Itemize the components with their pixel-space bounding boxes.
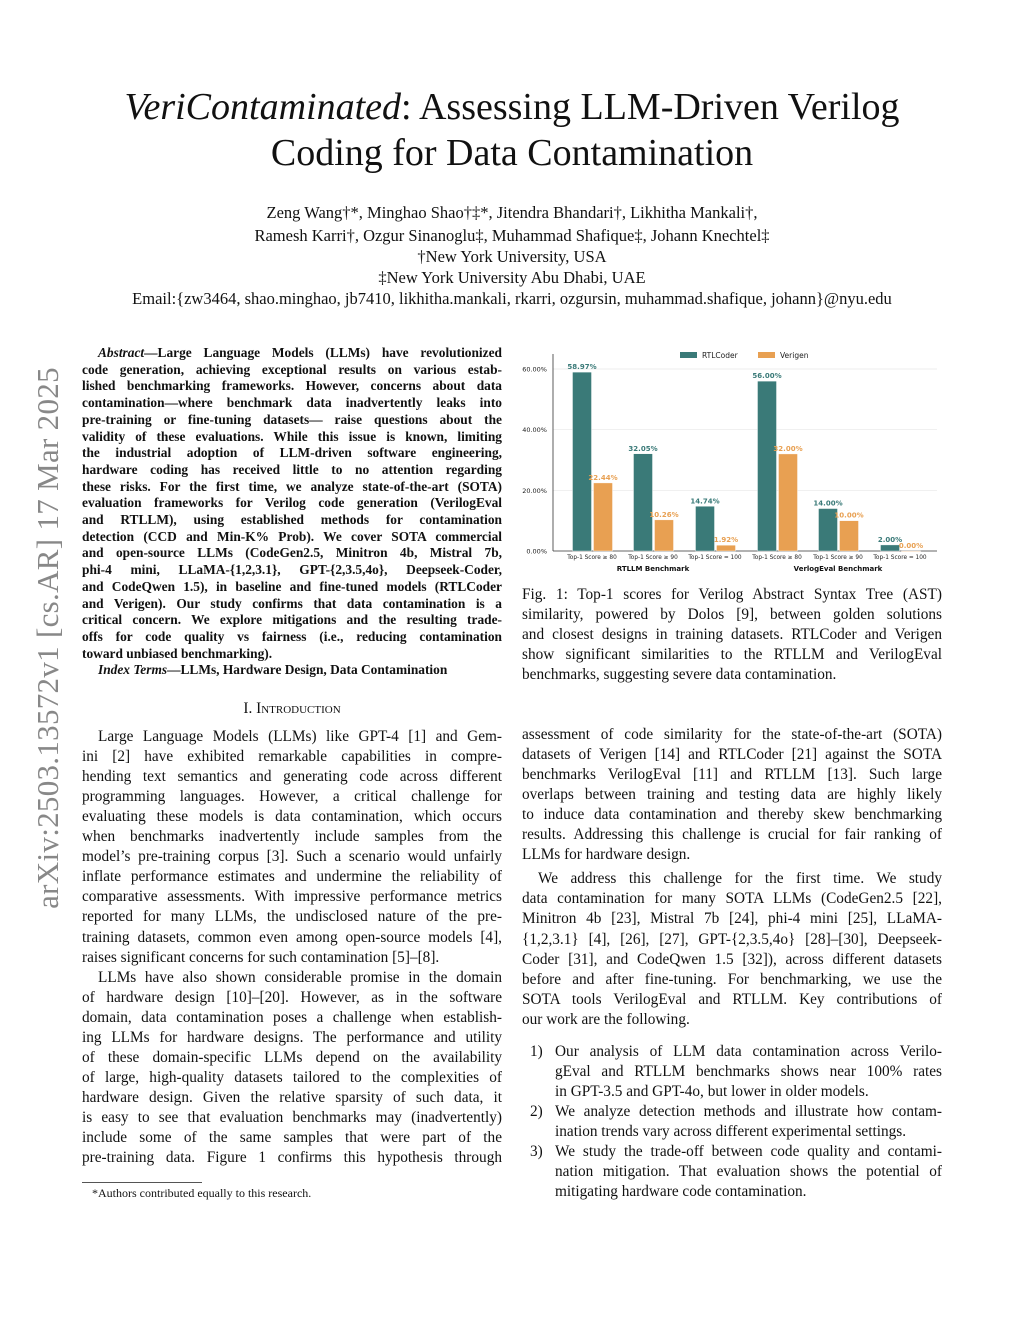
index-terms-label: Index Terms — [98, 662, 168, 677]
caption-line: benchmarks, suggesting severe data contamination. — [522, 666, 837, 684]
paragraph-line: when benchmarks inadvertently include samples from the — [82, 828, 502, 846]
paragraph-line: datasets of Verigen [14] and RTLCoder [21] against the SOTA — [522, 746, 942, 764]
paragraph-line: SOTA tools VerilogEval and RTLLM. Key contributions of — [522, 990, 942, 1008]
bar-value-label: 32.05% — [628, 444, 658, 453]
authors-line1: Zeng Wang†*, Minghao Shao†‡*, Jitendra Bhandari†, Likhitha Mankali†, — [266, 203, 758, 222]
paper-title-line1 — [0, 84, 1024, 130]
bar-rtlcoder — [696, 506, 715, 551]
abstract-line: lished benchmarking frameworks. However, concerns about data — [82, 378, 502, 394]
caption-line: similarity, powered by Dolos [9], between golden solutions — [522, 606, 942, 624]
bar-verigen — [779, 454, 798, 551]
title-rest: : Assessing LLM-Driven Verilog — [401, 86, 900, 128]
paragraph-line: We address this challenge for the first time. We study — [538, 870, 942, 888]
paragraph-line: of large, high-quality datasets tailored to the complexities of — [82, 1068, 502, 1086]
paragraph-line: overlaps between training and testing data are highly likely — [522, 786, 942, 804]
paragraph-line: our work are the following. — [522, 1010, 690, 1028]
paragraph-line: evaluating these models is data contamination, which occurs — [82, 808, 502, 826]
list-item-line: mitigating hardware code contamination. — [555, 1183, 807, 1201]
abstract-line — [98, 345, 502, 361]
list-number: 2) — [530, 1102, 543, 1120]
abstract-line: critical concern. We explore mitigations and the resulting trade- — [82, 612, 502, 628]
legend-swatch — [680, 352, 697, 358]
bar-verigen — [655, 520, 674, 551]
x-tick-label: Top-1 Score ≥ 90 — [628, 555, 678, 561]
paragraph-line: programming languages. However, a critical challenge for — [82, 788, 502, 806]
abstract-line: validity of these evaluations. While this issue is known, limiting — [82, 428, 502, 444]
paper-title-line2: Coding for Data Contamination — [270, 132, 754, 174]
abstract-label: Abstract — [98, 345, 145, 360]
legend-swatch — [758, 352, 775, 358]
group-label: VerlogEval Benchmark — [793, 565, 883, 573]
paragraph-line: model’s pre-training corpus [3]. Such a scenario would unfairly — [82, 848, 502, 866]
paragraph-line: include some of the same samples that were part of the — [82, 1129, 502, 1146]
title-italic: VeriContaminated — [124, 86, 401, 128]
list-number: 1) — [530, 1042, 543, 1060]
list-item-line: We study the trade-off between code quality and contami- — [555, 1143, 942, 1160]
paragraph-line: of hardware design [10]–[20]. However, as in the software — [82, 988, 502, 1006]
list-item-line: in GPT-3.5 and GPT-4o, but lower in older models. — [555, 1082, 869, 1100]
x-tick-label: Top-1 Score ≥ 90 — [813, 555, 863, 561]
list-item-line: nation mitigation. That evaluation shows the potential of — [555, 1163, 942, 1181]
bar-verigen — [717, 545, 736, 551]
y-tick-label: 20.00% — [522, 486, 547, 495]
paragraph-line: hending text semantics and generating code across different — [82, 768, 502, 786]
bar-value-label: 22.44% — [588, 473, 618, 482]
paragraph-line: before and after fine-tuning. For benchmarking, we use the — [522, 970, 942, 988]
paragraph-line: results. Addressing this challenge is crucial for fair ranking of — [522, 826, 942, 844]
abstract-line: and open-source LLMs (CodeGen2.5, Minitron 4b, Mistral 7b, — [82, 545, 502, 561]
caption-line: and closest designs in training datasets. RTLCoder and Verigen — [522, 626, 942, 644]
abstract-line: pre-training or fine-tuning datasets— raise questions about the — [82, 411, 502, 427]
x-tick-label: Top-1 Score = 100 — [688, 555, 742, 561]
x-tick-label: Top-1 Score ≥ 80 — [567, 555, 617, 561]
bar-chart — [520, 340, 950, 580]
legend-label: Verigen — [780, 351, 809, 360]
x-tick-label: Top-1 Score = 100 — [873, 555, 927, 561]
bar-value-label: 14.00% — [813, 499, 843, 508]
paragraph-line: Coder [31], and CodeQwen 1.5 [32]), across different datasets — [522, 950, 942, 968]
affiliation-2: ‡New York University Abu Dhabi, UAE — [378, 268, 646, 287]
paragraph-line: LLMs have also shown considerable promise in the domain — [98, 968, 502, 986]
list-item-line: Our analysis of LLM data contamination across Verilo- — [555, 1042, 942, 1060]
paragraph-line: Minitron 4b [23], Mistral 7b [24], phi-4 mini [25], LLaMA- — [522, 910, 942, 928]
section-heading: I. Introduction — [243, 700, 341, 717]
abstract-line: detection (CCD and Min-K% Prob). We cover SOTA commercial — [82, 528, 502, 544]
bar-verigen — [594, 483, 613, 551]
list-item-line: ination trends vary across different experimental settings. — [555, 1122, 907, 1140]
paragraph-line: comparative assessments. With impressive performance metrics — [82, 888, 502, 906]
author-emails: Email:{zw3464, shao.minghao, jb7410, likhitha.mankali, rkarri, ozgursin, muhammad.shafique, johann}@nyu.edu — [132, 289, 892, 308]
list-item-line: We analyze detection methods and illustrate how contam- — [555, 1102, 942, 1120]
paragraph-line: assessment of code similarity for the state-of-the-art (SOTA) — [522, 726, 942, 743]
bar-rtlcoder — [634, 454, 653, 551]
paragraph-line: hardware design. Given the relative sparsity of such data, it — [82, 1088, 502, 1106]
abstract-line: and CodeQwen 1.5), in baseline and fine-tuned models (RTLCoder — [82, 578, 502, 594]
footnote-rule — [82, 1182, 202, 1183]
abstract-line: hardware coding has received little to no attention regarding — [82, 461, 502, 477]
paragraph-line: ini [2] have exhibited remarkable capabilities in compre- — [82, 748, 502, 766]
abstract-line: these risks. For the first time, we analyze state-of-the-art (SOTA) — [82, 478, 502, 494]
paragraph-line: domain, data contamination poses a challenge when establish- — [82, 1008, 502, 1026]
abstract-line: toward unbiased benchmarking). — [82, 645, 273, 661]
abstract-line: the industrial adoption of LLM-driven software engineering, — [82, 445, 502, 461]
paragraph-line: is easy to see that evaluation benchmarks may (inadvertently) — [82, 1108, 502, 1126]
arxiv-identifier: arXiv:2503.13572v1 [cs.AR] 17 Mar 2025 — [30, 367, 65, 909]
bar-value-label: 56.00% — [752, 372, 782, 381]
paragraph-line: inflate performance estimates and undermine the reliability of — [82, 868, 502, 886]
abstract-line: offs for code quality vs fairness (i.e., reducing contamination — [82, 628, 502, 644]
abstract-text: —Large Language Models (LLMs) have revolutionized — [144, 345, 502, 360]
bar-value-label: 0.00% — [898, 542, 924, 550]
abstract-line: and RTLLM), using established methods for contamination — [82, 512, 502, 527]
legend-label: RTLCoder — [702, 351, 738, 360]
index-terms — [98, 662, 447, 678]
abstract-line: evaluation frameworks for Verilog code generation (VerilogEval — [82, 495, 502, 511]
paragraph-line: {1,2,3.1} [4], [26], [27], GPT-{2,3.5,4o} [28]–[30], Deepseek- — [522, 930, 942, 948]
footnote: *Authors contributed equally to this research. — [92, 1186, 312, 1200]
x-tick-label: Top-1 Score ≥ 80 — [752, 555, 802, 561]
paragraph-line: benchmarks VerilogEval [11] and RTLLM [13]. Such large — [522, 766, 942, 784]
paragraph-line: reported for many LLMs, the undisclosed nature of the pre- — [82, 908, 502, 926]
list-number: 3) — [530, 1143, 543, 1160]
paragraph-line: pre-training data. Figure 1 confirms this hypothesis through — [82, 1149, 502, 1167]
paragraph-line: data contamination for many SOTA LLMs (CodeGen2.5 [22], — [522, 890, 942, 908]
caption-line: Fig. 1: Top-1 scores for Verilog Abstract Syntax Tree (AST) — [522, 586, 942, 603]
bar-value-label: 10.26% — [649, 510, 679, 519]
group-label: RTLLM Benchmark — [616, 565, 690, 573]
bar-value-label: 32.00% — [773, 444, 803, 453]
paragraph-line: LLMs for hardware design. — [522, 846, 691, 864]
affiliation-1: †New York University, USA — [417, 247, 607, 266]
bar-rtlcoder — [573, 372, 592, 551]
paragraph-line: to induce data contamination and thereby skew benchmarking — [522, 806, 942, 824]
index-terms-text: —LLMs, Hardware Design, Data Contamination — [167, 662, 448, 677]
abstract-line: phi-4 mini, LLaMA-{1,2,3.1}, GPT-{2,3.5,4o}, Deepseek-Coder, — [82, 562, 502, 578]
list-item-line: gEval and RTLLM benchmarks shows near 100% rates — [555, 1062, 942, 1080]
bar-value-label: 14.74% — [690, 497, 720, 506]
bar-verigen — [902, 551, 921, 552]
bar-rtlcoder — [881, 545, 900, 551]
bar-value-label: 1.92% — [713, 536, 739, 545]
bar-value-label: 2.00% — [877, 535, 903, 544]
abstract-line: and Verigen). Our study confirms that data contamination is a — [82, 595, 502, 611]
abstract-line: code generation, achieving exceptional results on various estab- — [82, 361, 502, 377]
paragraph-line: Large Language Models (LLMs) like GPT-4 [1] and Gem- — [98, 728, 502, 745]
abstract-line: contamination—where benchmark data inadvertently leaks into — [82, 395, 502, 411]
y-tick-label: 0.00% — [526, 547, 547, 556]
caption-line: show significant similarities to the RTLLM and VerilogEval — [522, 646, 942, 664]
bar-value-label: 10.00% — [834, 511, 864, 520]
y-tick-label: 40.00% — [522, 426, 547, 435]
bar-rtlcoder — [758, 381, 777, 551]
y-tick-label: 60.00% — [522, 365, 547, 374]
paragraph-line: ing LLMs for hardware designs. The performance and utility — [82, 1028, 502, 1046]
paragraph-line: raises significant concerns for such contamination [5]–[8]. — [82, 948, 440, 966]
authors-line2: Ramesh Karri†, Ozgur Sinanoglu‡, Muhammad Shafique‡, Johann Knechtel‡ — [254, 226, 770, 245]
paragraph-line: training datasets, common even among open-source models [4], — [82, 928, 502, 946]
paragraph-line: of these domain-specific LLMs depend on the availability — [82, 1048, 502, 1066]
bar-verigen — [840, 521, 859, 551]
bar-value-label: 58.97% — [567, 363, 597, 372]
